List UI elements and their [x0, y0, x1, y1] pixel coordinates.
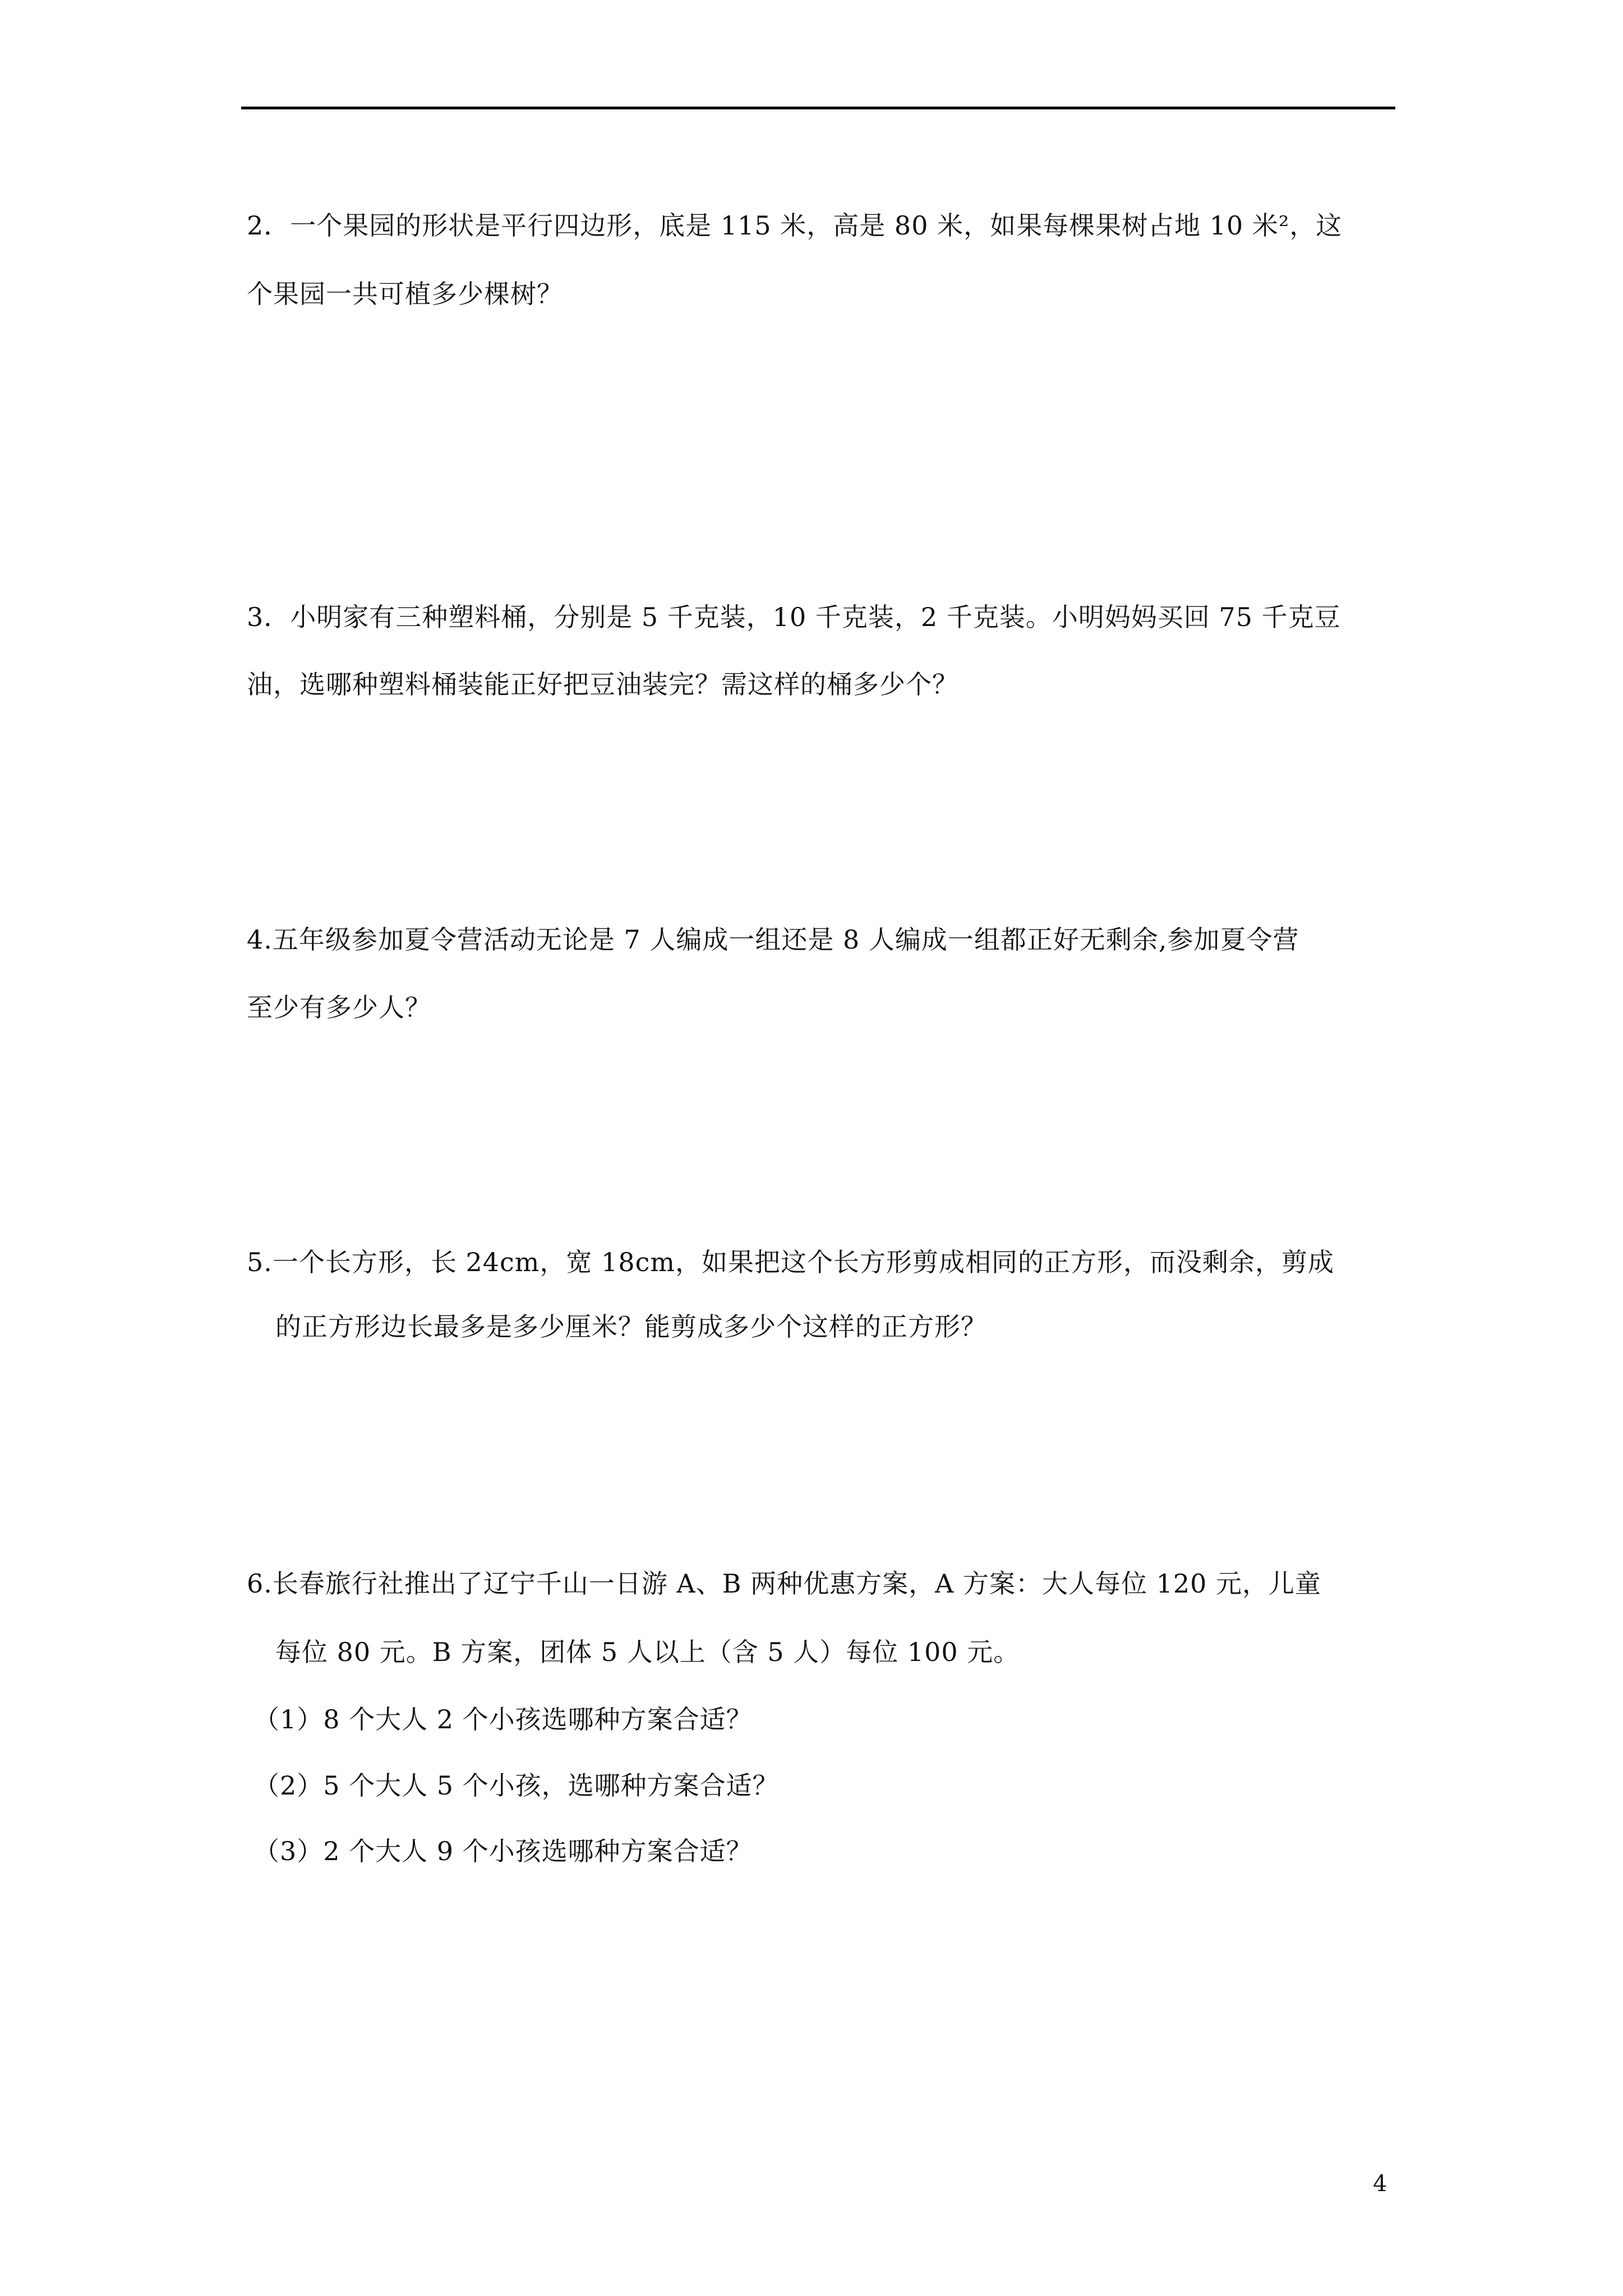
question-5-line-2: 的正方形边长最多是多少厘米？能剪成多少个这样的正方形？	[275, 1312, 987, 1342]
question-6-line-2: 每位 80 元。B 方案，团体 5 人以上（含 5 人）每位 100 元。	[275, 1637, 1020, 1667]
question-6-sub-3: （3）2 个大人 9 个小孩选哪种方案合适？	[253, 1836, 753, 1866]
page-number: 4	[1373, 2171, 1387, 2197]
header-rule	[241, 107, 1395, 109]
question-6-sub-2: （2）5 个大人 5 个小孩，选哪种方案合适？	[253, 1770, 779, 1801]
question-4-line-1: 4.五年级参加夏令营活动无论是 7 人编成一组还是 8 人编成一组都正好无剩余,参加夏令营	[247, 924, 1299, 955]
question-6-sub-1: （1）8 个大人 2 个小孩选哪种方案合适？	[253, 1704, 753, 1734]
question-3-line-1: 3．小明家有三种塑料桶，分别是 5 千克装，10 千克装，2 千克装。小明妈妈买回 75 千克豆	[247, 602, 1341, 632]
question-3-line-2: 油，选哪种塑料桶装能正好把豆油装完？需这样的桶多少个？	[247, 669, 958, 700]
question-6-line-1: 6.长春旅行社推出了辽宁千山一日游 A、B 两种优惠方案，A 方案：大人每位 120 元，儿童	[247, 1568, 1322, 1599]
question-4-line-2: 至少有多少人？	[247, 992, 431, 1023]
question-2-line-1: 2．一个果园的形状是平行四边形，底是 115 米，高是 80 米，如果每棵果树占地 10 米²，这	[247, 210, 1343, 241]
question-5-line-1: 5.一个长方形，长 24cm，宽 18cm，如果把这个长方形剪成相同的正方形，而没剩余，剪成	[247, 1247, 1334, 1277]
question-2-line-2: 个果园一共可植多少棵树？	[247, 279, 563, 309]
